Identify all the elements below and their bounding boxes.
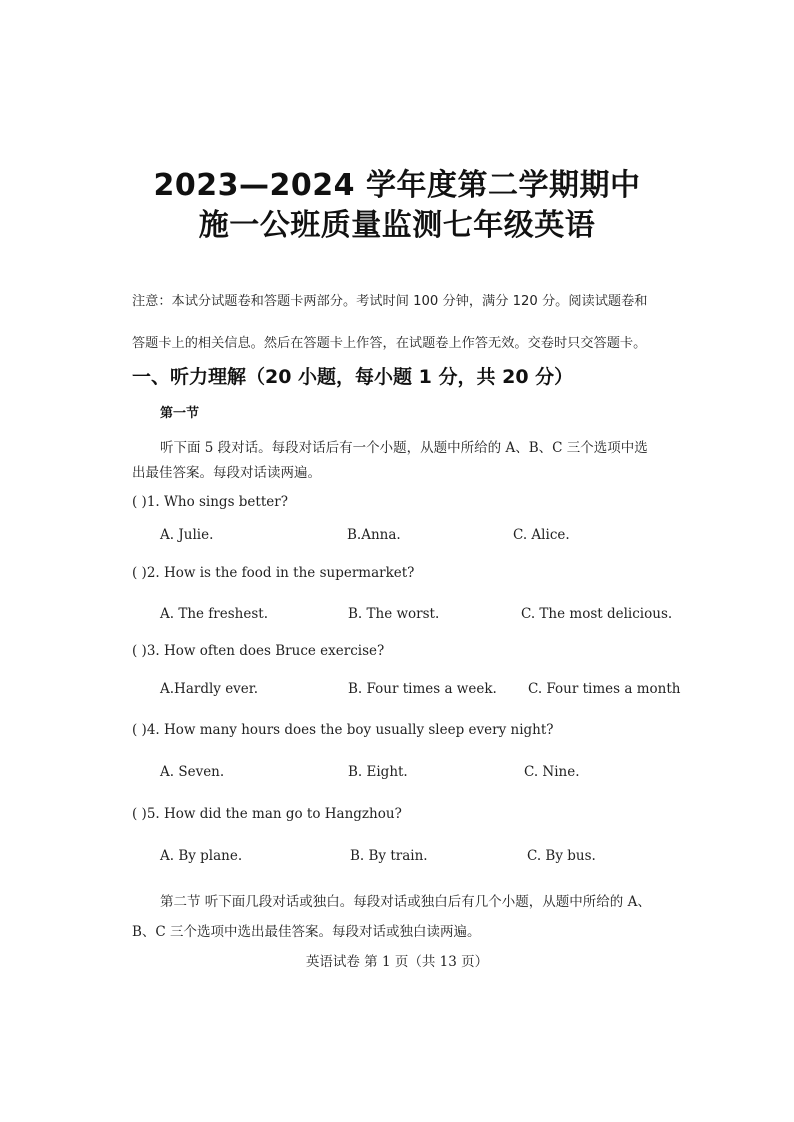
question-1-option-c: C. Alice. xyxy=(513,527,570,543)
part1-heading: 第一节 xyxy=(160,406,200,421)
question-5-option-b: B. By train. xyxy=(350,848,428,864)
part1-instruction-line1: 听下面 5 段对话。每段对话后有一个小题，从题中所给的 A、B、C 三个选项中选 xyxy=(160,440,648,456)
question-5: ( )5. How did the man go to Hangzhou? xyxy=(132,806,402,822)
question-5-option-c: C. By bus. xyxy=(527,848,596,864)
exam-title-line2: 施一公班质量监测七年级英语 xyxy=(198,208,596,243)
part2-instruction-line1: 第二节 听下面几段对话或独白。每段对话或独白后有几个小题，从题中所给的 A、 xyxy=(160,894,651,910)
question-1: ( )1. Who sings better? xyxy=(132,494,288,510)
question-3: ( )3. How often does Bruce exercise? xyxy=(132,643,385,659)
question-2: ( )2. How is the food in the supermarket? xyxy=(132,565,415,581)
notice-line1: 注意：本试分试题卷和答题卡两部分。考试时间 100 分钟，满分 120 分。阅读试题卷和 xyxy=(132,294,648,309)
question-3-option-b: B. Four times a week. xyxy=(348,681,497,697)
page-footer: 英语试卷 第 1 页（共 13 页） xyxy=(305,954,489,970)
question-2-option-c: C. The most delicious. xyxy=(521,606,673,622)
question-2-option-b: B. The worst. xyxy=(348,606,440,622)
question-5-option-a: A. By plane. xyxy=(160,848,243,864)
question-4-option-b: B. Eight. xyxy=(348,764,408,780)
question-3-option-c: C. Four times a month xyxy=(528,681,681,697)
question-1-option-b: B.Anna. xyxy=(347,527,401,543)
question-4-option-a: A. Seven. xyxy=(160,764,225,780)
part2-instruction-line2: B、C 三个选项中选出最佳答案。每段对话或独白读两遍。 xyxy=(132,924,481,940)
question-3-option-a: A.Hardly ever. xyxy=(160,681,259,697)
notice-line2: 答题卡上的相关信息。然后在答题卡上作答，在试题卷上作答无效。交卷时只交答题卡。 xyxy=(132,336,647,351)
exam-title-line1: 2023—2024 学年度第二学期期中 xyxy=(153,168,641,203)
question-2-option-a: A. The freshest. xyxy=(160,606,269,622)
part1-instruction-line2: 出最佳答案。每段对话读两遍。 xyxy=(132,465,321,481)
question-4: ( )4. How many hours does the boy usually sleep every night? xyxy=(132,722,554,738)
question-4-option-c: C. Nine. xyxy=(524,764,580,780)
question-1-option-a: A. Julie. xyxy=(160,527,214,543)
section1-heading: 一、听力理解（20 小题，每小题 1 分，共 20 分） xyxy=(132,366,574,388)
